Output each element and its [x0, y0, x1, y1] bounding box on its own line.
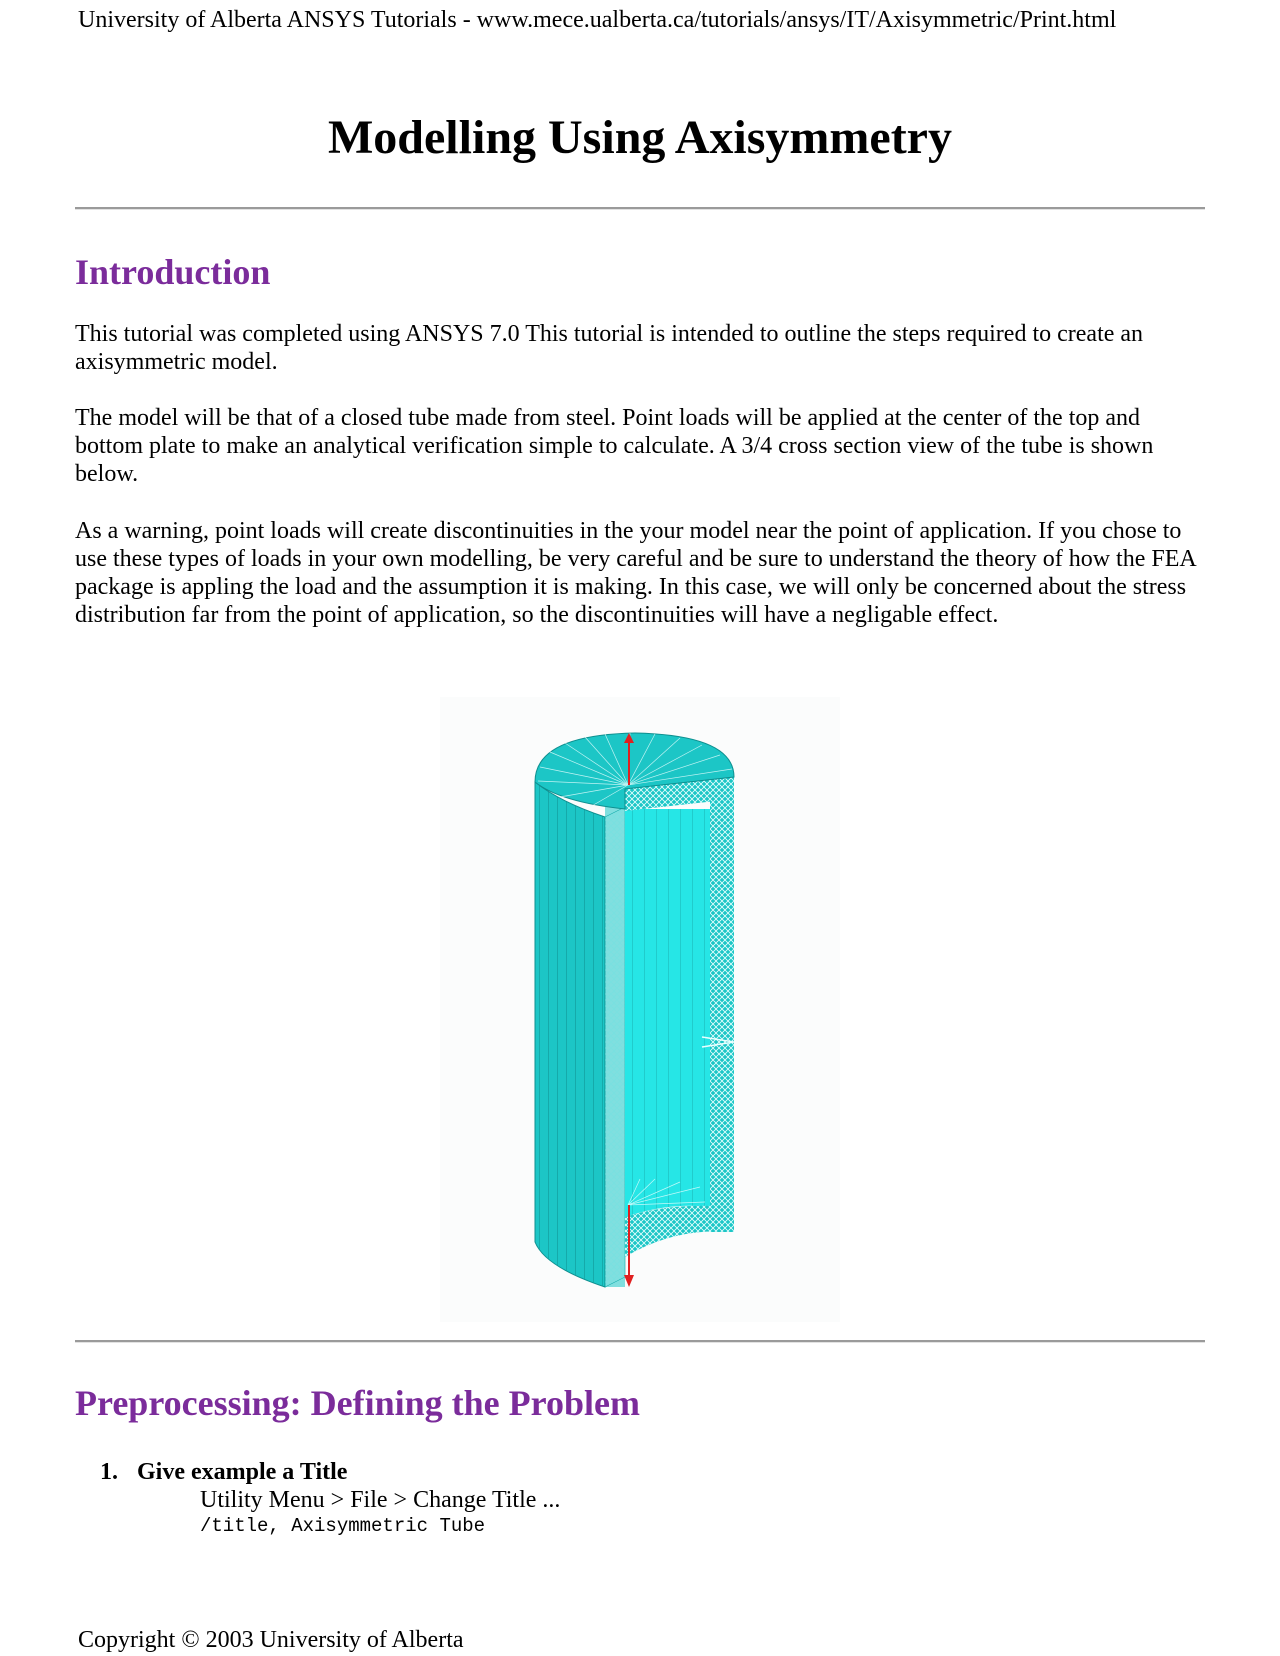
horizontal-rule — [75, 207, 1205, 210]
intro-paragraph-1: This tutorial was completed using ANSYS 7.0 This tutorial is intended to outline the steps required to create an axisymmetric model. — [75, 321, 1144, 375]
outer-shell-surface — [535, 782, 605, 1287]
horizontal-rule — [75, 1340, 1205, 1343]
page-title: Modelling Using Axisymmetry — [328, 111, 952, 164]
step-menu-path: Utility Menu > File > Change Title ... — [200, 1487, 561, 1513]
intro-paragraph-2: The model will be that of a closed tube made from steel. Point loads will be applied at the center of the top and bottom plate to make an analytical verification simple to calculate. A 3/4 cross section view of the tube is shown below. — [75, 405, 1154, 487]
step-number: 1. — [100, 1459, 118, 1485]
inner-cavity — [625, 809, 710, 1217]
tube-cross-section-figure — [440, 697, 840, 1322]
preprocessing-heading: Preprocessing: Defining the Problem — [75, 1383, 640, 1423]
copyright-footer: Copyright © 2003 University of Alberta — [78, 1627, 464, 1653]
print-source-header: University of Alberta ANSYS Tutorials - www.mece.ualberta.ca/tutorials/ansys/IT/Axisymmetric/Print.html — [78, 7, 1117, 33]
step-title: Give example a Title — [137, 1459, 348, 1485]
tube-mesh-illustration — [440, 697, 840, 1322]
introduction-heading: Introduction — [75, 252, 271, 292]
step-command: /title, Axisymmetric Tube — [200, 1515, 486, 1537]
intro-paragraph-3: As a warning, point loads will create discontinuities in the your model near the point of application. If you chose to use these types of loads in your own modelling, be very careful and be sure to understand the theory of how the FEA package is appling the load and the assumption it is making. In this case, we will only be concerned about the stress distribution far from the point of application, so the discontinuities will have a negligable effect. — [75, 518, 1196, 628]
